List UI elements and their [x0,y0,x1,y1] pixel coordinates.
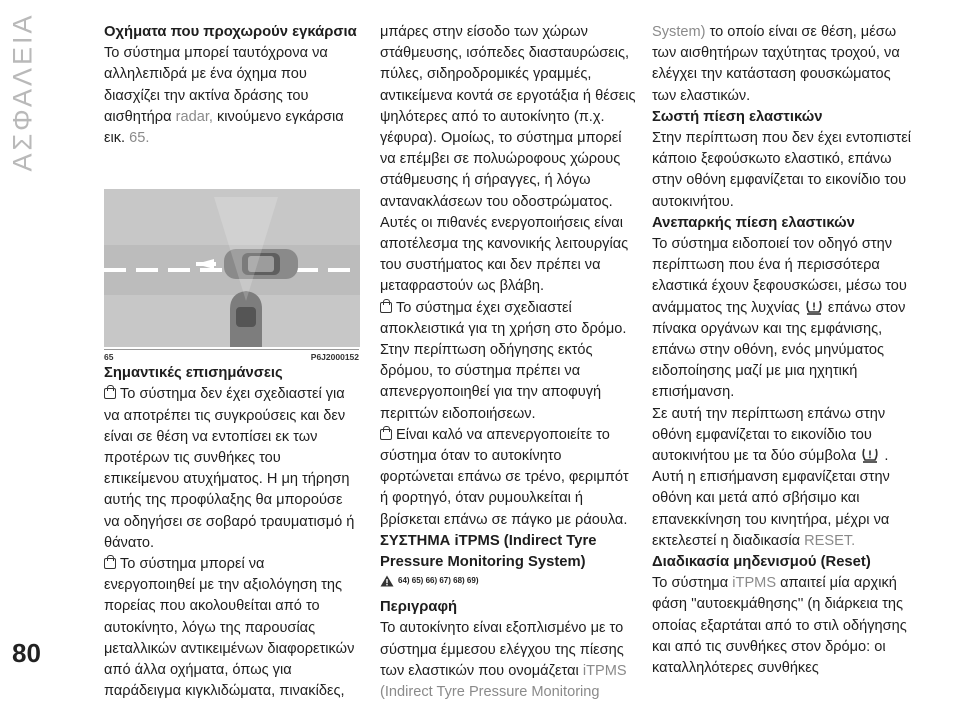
note-icon [380,302,392,313]
section-side-label: ΑΣΦΑΛΕΙΑ [7,12,38,172]
heading-description: Περιγραφή [380,599,458,616]
warning-references: 64) 65) 66) 67) 68) 69) [380,575,636,587]
heading-itpms: ΣΥΣΤΗΜΑ iTPMS (Indirect Tyre Pressure Monitoring System) [380,532,597,571]
paragraph-crossing: Το σύστημα μπορεί ταυτόχρονα να αλληλεπιδρά με ένα όχημα που διασχίζει την ακτίνα δράσης του αισθητήρα radar, κινούμενο εγκάρσια εικ. 65. [104,45,344,147]
figure-rule [104,349,359,350]
column-3 [652,22,912,679]
figure-ref: 65. [129,130,150,147]
figure-caption [104,351,359,363]
column-1 [104,22,359,702]
tyre-pressure-icon [804,299,824,315]
note-1: Το σύστημα δεν έχει σχεδιαστεί για να αποτρέπει τις συγκρούσεις και δεν είναι σε θέση να εντοπίσει εκ των προτέρων τις συνθήκες του επικείμενου ατυχήματος. Η μη τήρηση αυτής της προφύλαξης θα μπορούσε να οδηγήσει σε σοβαρό τραυματισμό ή θάνατο. [104,386,355,551]
tyre-pressure-icon [860,447,880,463]
reset-term: RESET. [804,532,856,549]
note-icon [380,429,392,440]
paragraph-reset: Το σύστημα iTPMS απαιτεί μία αρχική φάση ''αυτοεκμάθησης'' (η διάρκεια της οποίας εξαρτάται από το στιλ οδήγησης και από τις συνθήκες στον δρόμο: οι καταλληλότερες συνθήκες [652,575,907,677]
paragraph-insufficient-1: Το σύστημα ειδοποιεί τον οδηγό στην περίπτωση που ένα ή περισσότερα ελαστικά έχουν ξεφουσκώσει, μέσω του ανάμματος της λυχνίας επάνω στον πίνακα οργάνων και της εμφάνισης, επάνω στην οθόνη, ενός μηνύματος ειδοποίησης μαζί με μια ηχητική επισήμανση. [652,236,907,401]
radar-term: radar, [175,108,213,125]
heading-insufficient-pressure: Ανεπαρκής πίεση ελαστικών [652,214,855,231]
paragraph-correct-pressure: Στην περίπτωση που δεν έχει εντοπιστεί κάποιο ξεφούσκωτο ελαστικό, επάνω στην οθόνη εμφανίζεται το εικονίδιο του αυτοκινήτου. [652,130,911,210]
paragraph-itpms-intro: Το αυτοκίνητο είναι εξοπλισμένο με το σύστημα έμμεσου ελέγχου της πίεσης των ελαστικών που ονομάζεται iTPMS (Indirect Tyre Pressure Monitoring [380,620,627,701]
itpms-term: iTPMS (Indirect Tyre Pressure Monitoring [380,662,627,701]
page-number: 80 [12,638,41,668]
note-4: Είναι καλό να απενεργοποιείτε το σύστημα όταν το αυτοκίνητο φορτώνεται επάνω σε τρένο, φεριμπότ ή φορτηγό, όταν ρυμουλκείται ή βρίσκεται επάνω σε πάγκο με ράουλα. [380,426,629,528]
paragraph-insufficient-2: Σε αυτή την περίπτωση επάνω στην οθόνη εμφανίζεται το εικονίδιο του αυτοκινήτου με τα δύο σύμβολα . [652,405,889,465]
heading-important-notes: Σημαντικές επισημάνσεις [104,365,283,382]
figure-crossing-vehicle [104,189,360,347]
paragraph-insufficient-3: Αυτή η επισήμανση εμφανίζεται στην οθόνη και μετά από σβήσιμο και επανεκκίνηση του κινητήρα, μέχρι να εκτελεστεί η διαδικασία RESET. [652,469,890,549]
figure-code: P6J2000152 [310,352,359,363]
paragraph-continuation: μπάρες στην είσοδο των χώρων στάθμευσης, ισόπεδες διασταυρώσεις, πύλες, σιδηροδρομικές γραμμές, αντικείμενα κοντά σε εργοτάξια ή θέσεις ψηλότερες από το αυτοκίνητο (π.χ. γέφυρα). Ομοίως, το σύστημα μπορεί να επέμβει σε πολυώροφους χώρους στάθμευσης ή σήραγγες, ή λόγω αντανακλάσεων του οδοστρώματος. Αυτές οι πιθανές ενεργοποιήσεις είναι αποτέλεσμα της κανονικής λειτουργίας του συστήματος και δεν πρέπει να μεταφραστούν ως βλάβη. [380,24,636,295]
column-2 [380,22,636,703]
note-2: Το σύστημα μπορεί να ενεργοποιηθεί με την αξιολόγηση της πορείας που ακολουθείται από το αυτοκίνητο, λόγω της παρουσίας μεταλλικών αντικειμένων διαφορετικών από άλλα οχήματα, όπως για παράδειγμα κιγκλιδώματα, πινακίδες, [104,556,355,700]
heading-reset-procedure: Διαδικασία μηδενισμού (Reset) [652,554,871,571]
note-icon [104,388,116,399]
warning-triangle-icon [380,575,394,587]
note-icon [104,558,116,569]
note-3: Το σύστημα έχει σχεδιαστεί αποκλειστικά για τη χρήση στο δρόμο. Στην περίπτωση οδήγησης εκτός δρόμου, το σύστημα πρέπει να απενεργοποιηθεί για την αποφυγή περιττών ειδοποιήσεων. [380,299,627,422]
paragraph-itpms-cont: System) το οποίο είναι σε θέση, μέσω των αισθητήρων ταχύτητας τροχού, να ελέγχει την κατάσταση φουσκώματος των ελαστικών. [652,24,900,104]
figure-illustration [104,189,360,347]
heading-crossing-vehicles: Οχήματα που προχωρούν εγκάρσια [104,24,357,40]
heading-correct-pressure: Σωστή πίεση ελαστικών [652,108,823,125]
figure-number: 65 [104,352,114,363]
